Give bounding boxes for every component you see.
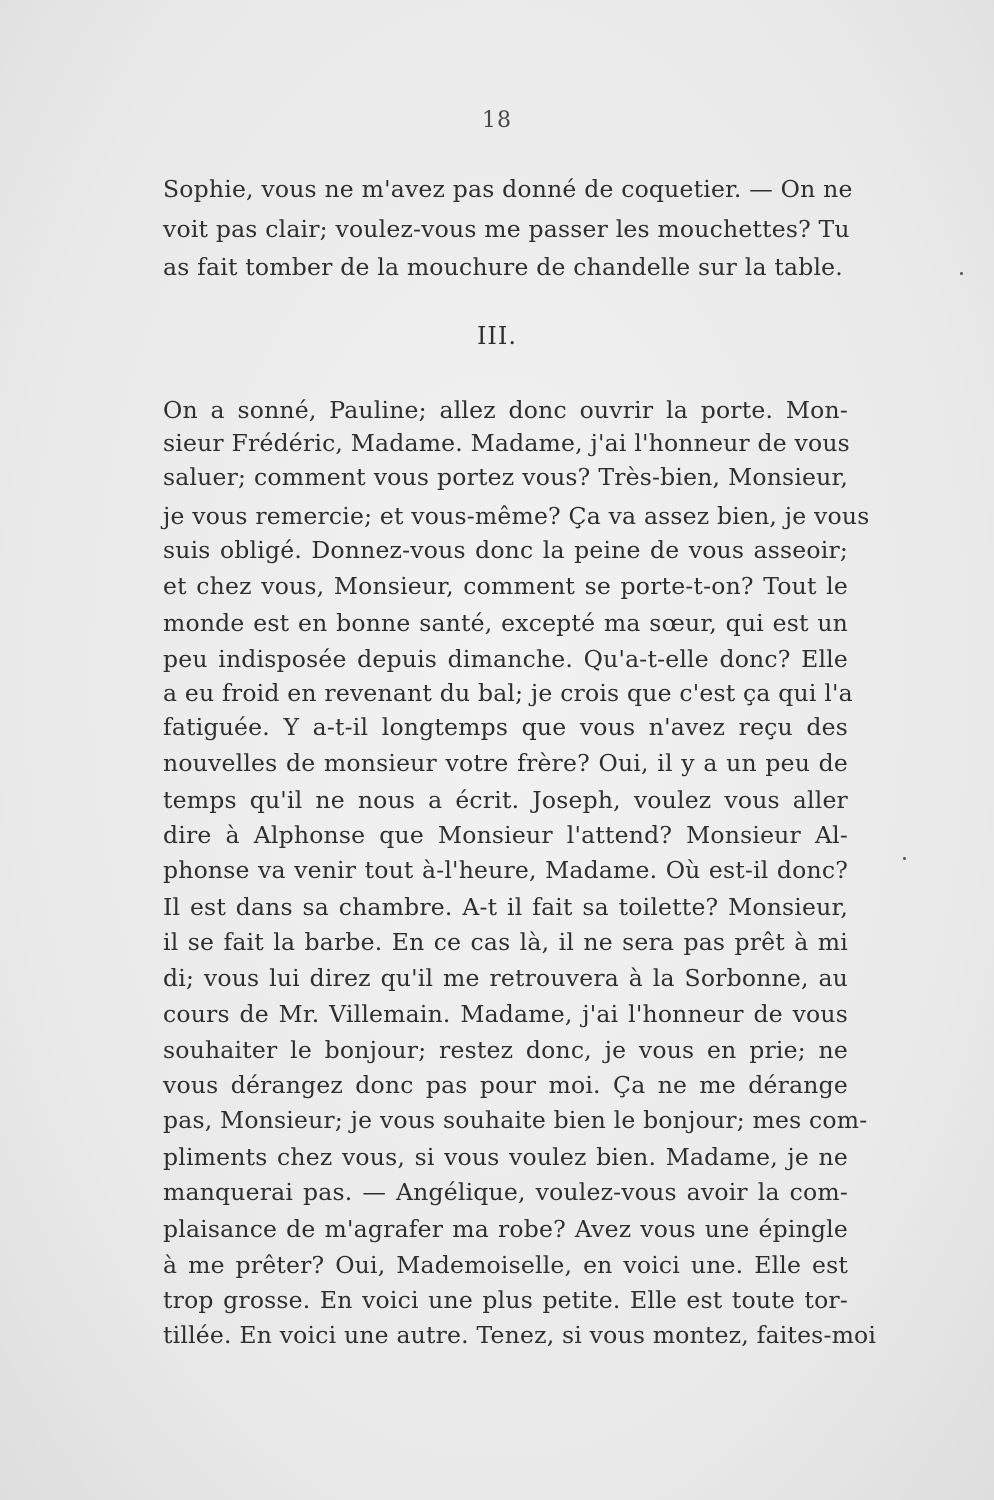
text-line: il se fait la barbe. En ce cas là, il ne sera pas prêt à mi	[163, 928, 848, 956]
text-line: et chez vous, Monsieur, comment se porte-t-on? Tout le	[163, 572, 848, 600]
text-line: suis obligé. Donnez-vous donc la peine de vous asseoir;	[163, 536, 848, 564]
print-speck	[903, 857, 906, 860]
text-line: pliments chez vous, si vous voulez bien. Madame, je ne	[163, 1143, 848, 1171]
text-line: Sophie, vous ne m'avez pas donné de coquetier. — On ne	[163, 175, 853, 203]
text-line: saluer; comment vous portez vous? Très-bien, Monsieur,	[163, 463, 848, 491]
text-line: nouvelles de monsieur votre frère? Oui, il y a un peu de	[163, 749, 848, 777]
text-line: a eu froid en revenant du bal; je crois que c'est ça qui l'a	[163, 679, 853, 707]
section-heading: III.	[476, 322, 518, 350]
text-line: di; vous lui direz qu'il me retrouvera à la Sorbonne, au	[163, 964, 848, 992]
text-line: trop grosse. En voici une plus petite. Elle est toute tor-	[163, 1286, 848, 1314]
text-line: Il est dans sa chambre. A-t il fait sa toilette? Monsieur,	[163, 893, 848, 921]
text-line: souhaiter le bonjour; restez donc, je vous en prie; ne	[163, 1036, 848, 1064]
text-line: peu indisposée depuis dimanche. Qu'a-t-elle donc? Elle	[163, 645, 848, 673]
text-line: voit pas clair; voulez-vous me passer les mouchettes? Tu	[163, 215, 850, 243]
text-line: as fait tomber de la mouchure de chandelle sur la table.	[163, 253, 843, 281]
text-line: à me prêter? Oui, Mademoiselle, en voici une. Elle est	[163, 1251, 848, 1279]
text-line: pas, Monsieur; je vous souhaite bien le bonjour; mes com-	[163, 1106, 868, 1134]
text-line: sieur Frédéric, Madame. Madame, j'ai l'honneur de vous	[163, 429, 850, 457]
page-number: 18	[482, 108, 512, 133]
text-line: tillée. En voici une autre. Tenez, si vous montez, faites-moi	[163, 1321, 877, 1349]
text-line: monde est en bonne santé, excepté ma sœur, qui est un	[163, 609, 848, 637]
text-line: dire à Alphonse que Monsieur l'attend? Monsieur Al-	[163, 821, 848, 849]
text-line: je vous remercie; et vous-même? Ça va assez bien, je vous	[163, 502, 870, 530]
text-line: cours de Mr. Villemain. Madame, j'ai l'honneur de vous	[163, 1000, 848, 1028]
text-line: fatiguée. Y a-t-il longtemps que vous n'avez reçu des	[163, 713, 848, 741]
text-line: vous dérangez donc pas pour moi. Ça ne me dérange	[163, 1071, 848, 1099]
text-line: plaisance de m'agrafer ma robe? Avez vous une épingle	[163, 1215, 848, 1243]
text-line: phonse va venir tout à-l'heure, Madame. Où est-il donc?	[163, 856, 848, 884]
text-line: temps qu'il ne nous a écrit. Joseph, voulez vous aller	[163, 786, 848, 814]
print-speck	[960, 272, 963, 275]
text-line: manquerai pas. — Angélique, voulez-vous avoir la com-	[163, 1178, 848, 1206]
text-line: On a sonné, Pauline; allez donc ouvrir la porte. Mon-	[163, 396, 848, 424]
